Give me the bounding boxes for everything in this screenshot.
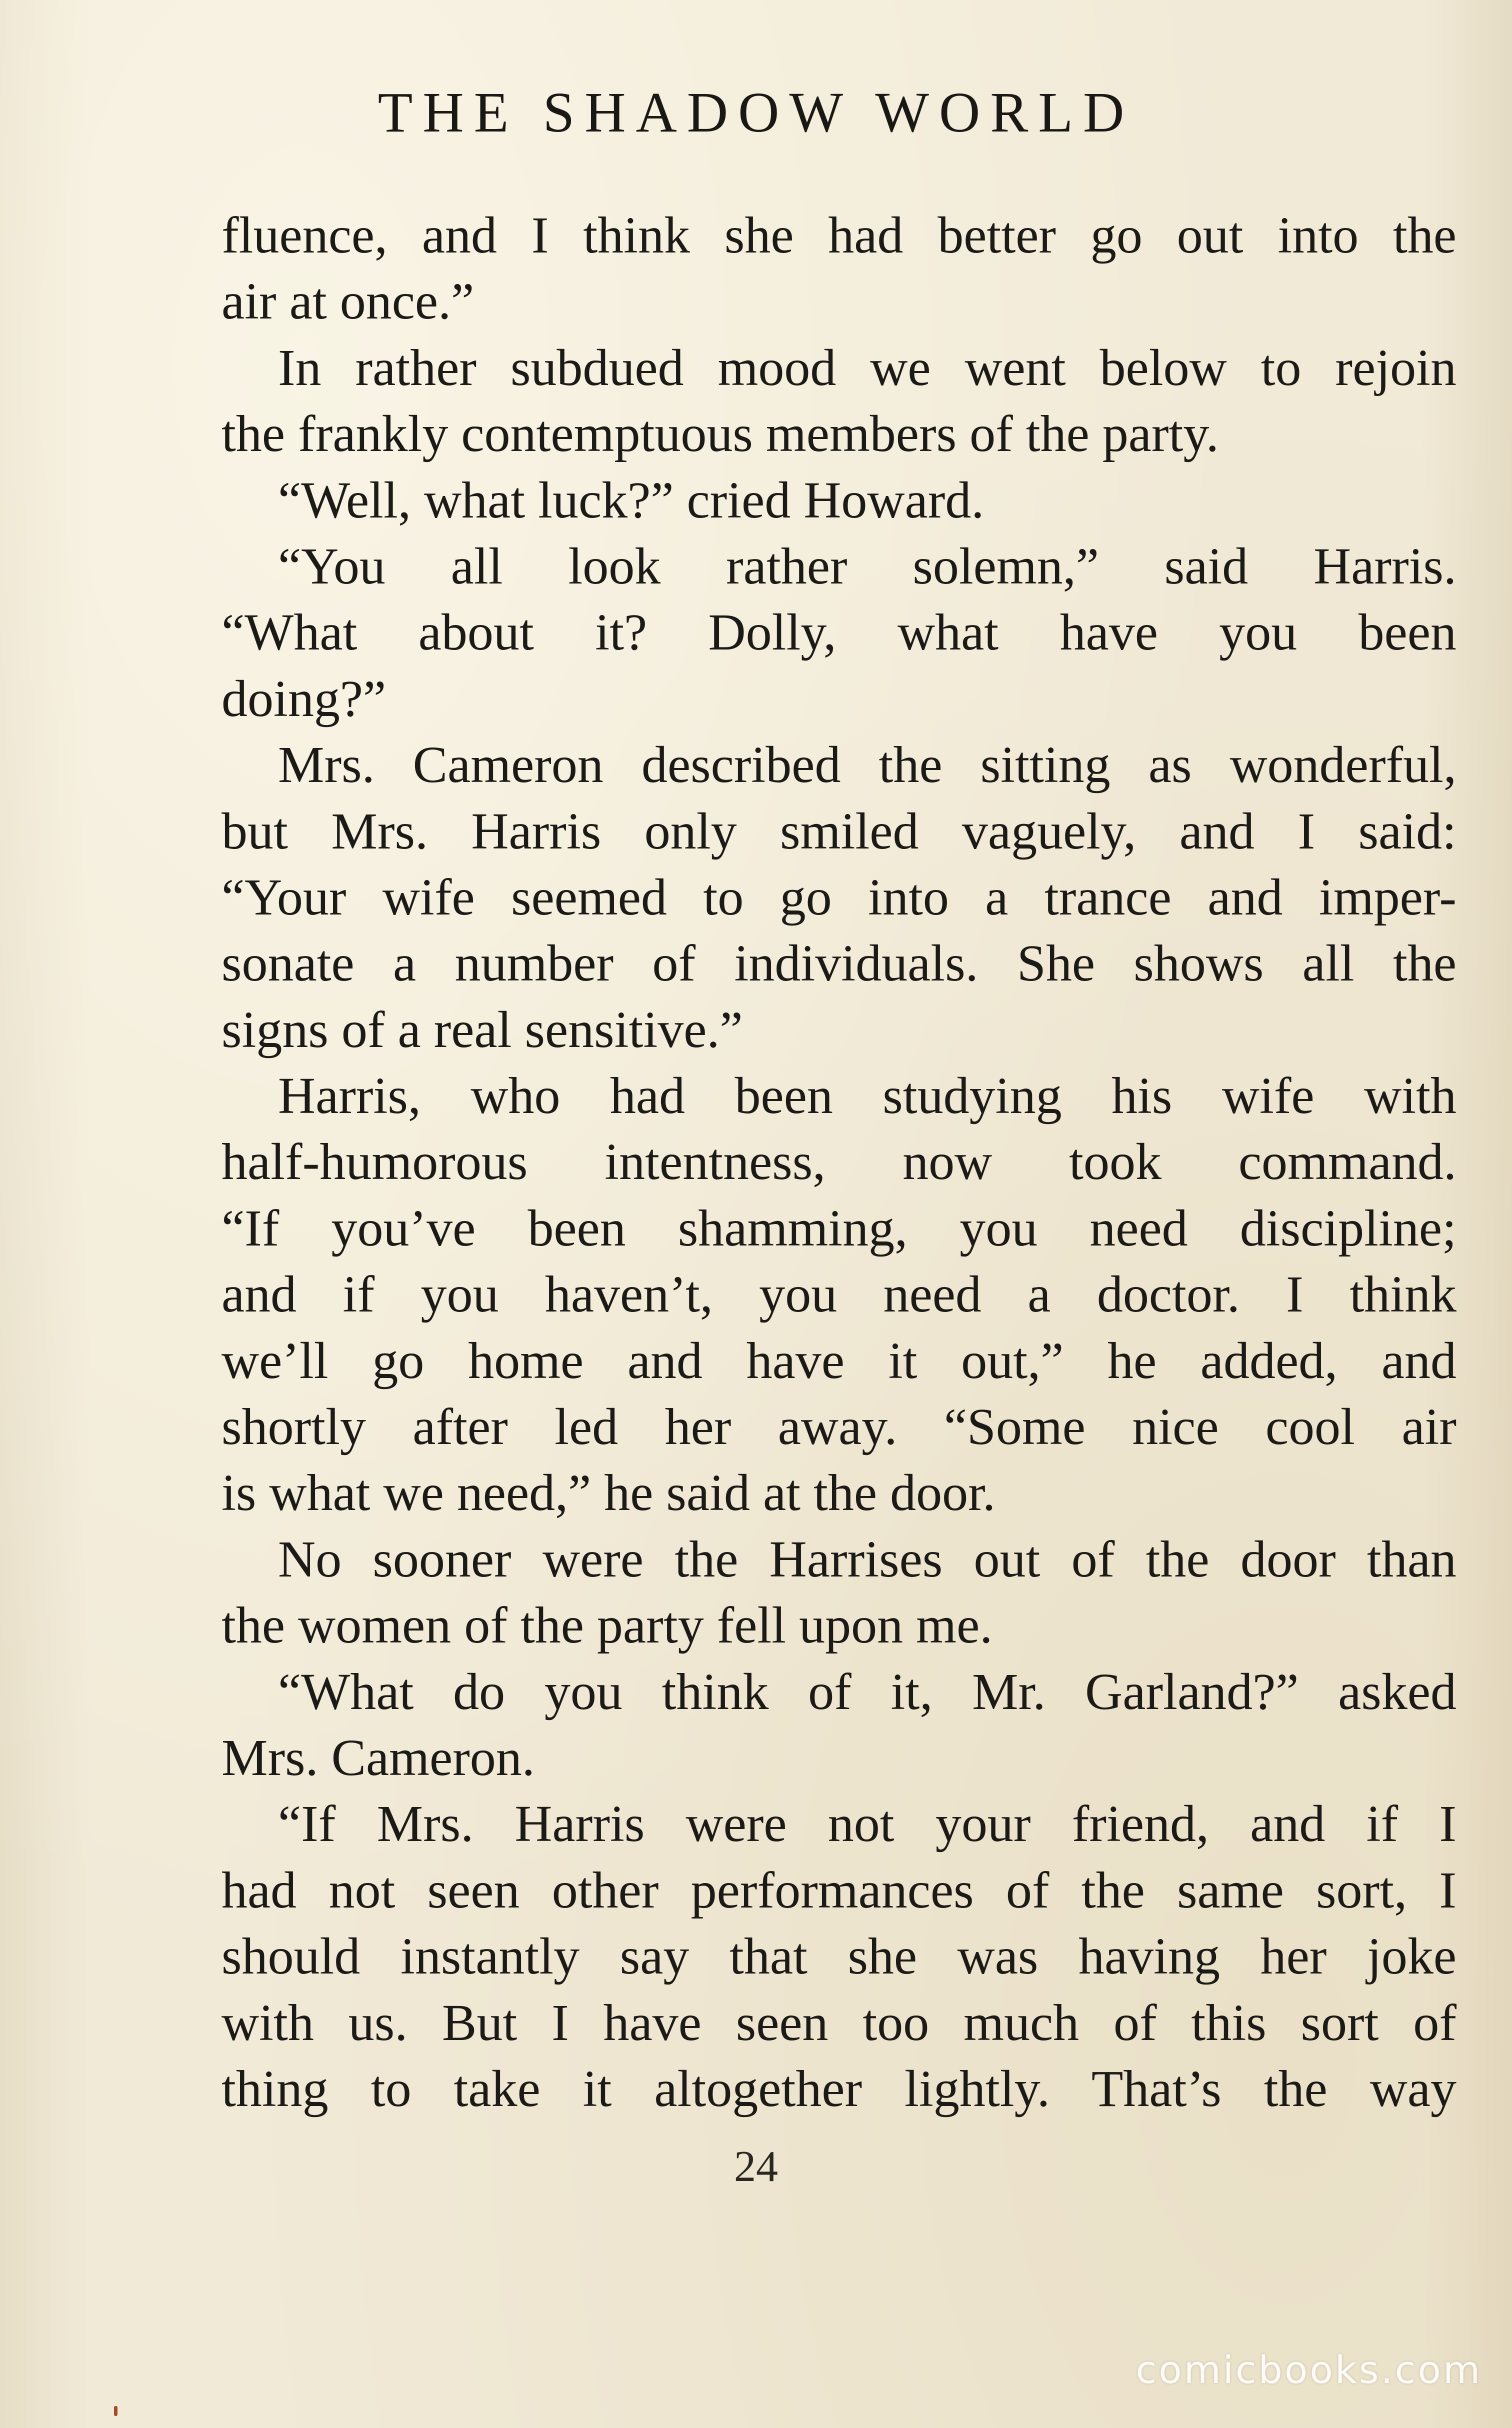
text-line: half-humorous intentness, now took command. [222,1133,1456,1191]
text-line: “If Mrs. Harris were not your friend, and if I [278,1795,1456,1853]
text-line: “If you’ve been shamming, you need discipline; [222,1199,1456,1257]
text-line: Mrs. Cameron. [222,1728,535,1786]
text-line: is what we need,” he said at the door. [222,1464,996,1522]
text-line: “What do you think of it, Mr. Garland?” asked [278,1662,1456,1720]
running-head: THE SHADOW WORLD [378,80,1134,144]
text-line: “Your wife seemed to go into a trance and imper- [222,868,1456,926]
text-line: Harris, who had been studying his wife with [278,1067,1456,1125]
text-line: doing?” [222,670,386,728]
text-line: fluence, and I think she had better go out into the [222,206,1456,264]
text-line: had not seen other performances of the same sort, I [222,1861,1456,1919]
text-line: air at once.” [222,272,474,330]
text-line: In rather subdued mood we went below to rejoin [278,338,1456,396]
text-line: but Mrs. Harris only smiled vaguely, and I said: [222,802,1456,860]
text-line: we’ll go home and have it out,” he added, and [222,1332,1456,1390]
body-text [222,202,1456,2122]
watermark-logo: comicbooks.com [1136,2348,1482,2392]
paper-speck [114,2406,118,2416]
text-line: sonate a number of individuals. She shows all the [222,934,1456,992]
text-line: No sooner were the Harrises out of the door than [278,1530,1456,1588]
text-line: “Well, what luck?” cried Howard. [278,471,984,529]
text-line: the women of the party fell upon me. [222,1596,993,1654]
text-line: and if you haven’t, you need a doctor. I think [222,1266,1456,1324]
text-line: “You all look rather solemn,” said Harris. [278,537,1456,595]
page-number: 24 [734,2142,778,2191]
text-line: should instantly say that she was having her joke [222,1928,1456,1986]
text-line: shortly after led her away. “Some nice cool air [222,1398,1456,1456]
text-line: Mrs. Cameron described the sitting as wonderful, [278,736,1456,794]
text-line: “What about it? Dolly, what have you been [222,604,1456,662]
text-line: signs of a real sensitive.” [222,1000,743,1058]
text-line: with us. But I have seen too much of this sort of [222,1994,1456,2052]
text-line: the frankly contemptuous members of the party. [222,405,1219,463]
text-line: thing to take it altogether lightly. That’s the way [222,2060,1456,2118]
